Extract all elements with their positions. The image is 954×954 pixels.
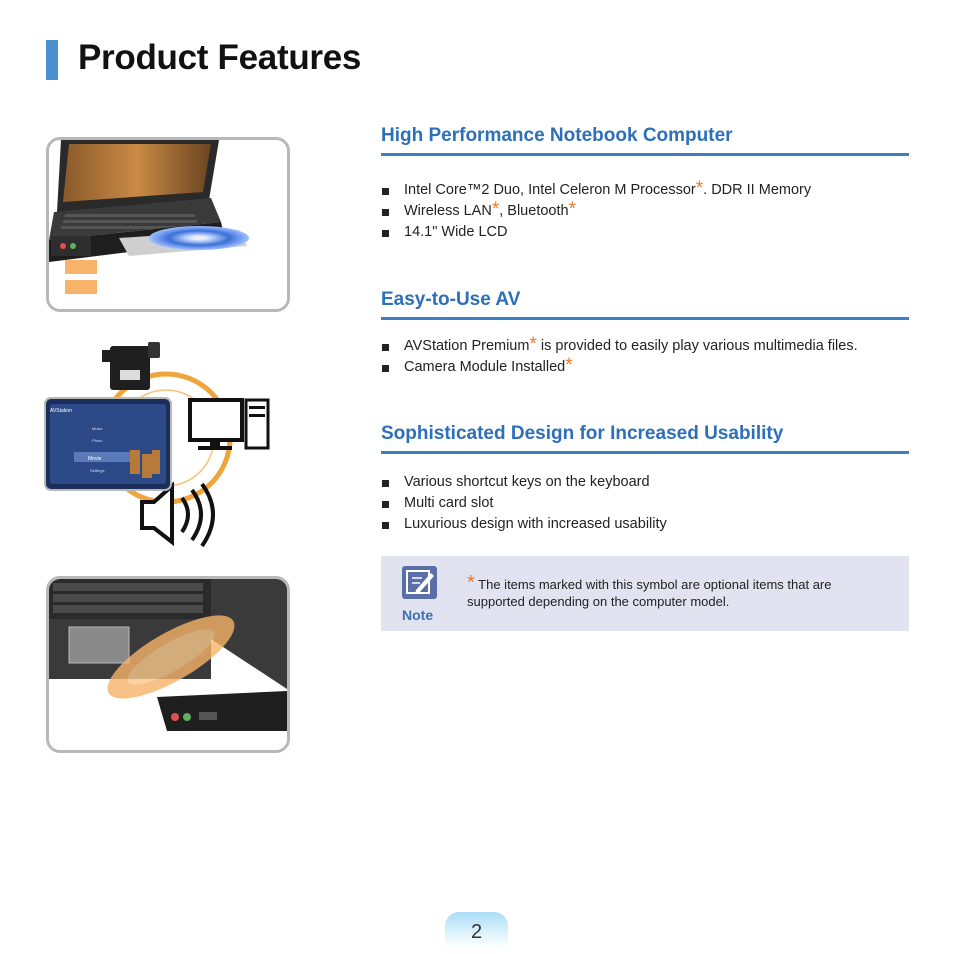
feature-list	[381, 472, 909, 535]
square-bullet-icon	[382, 480, 389, 487]
note-box	[381, 556, 909, 631]
section-title: Easy-to-Use AV	[381, 289, 909, 320]
title-accent-bar	[46, 40, 58, 80]
section-easy-av	[381, 289, 909, 378]
square-bullet-icon	[382, 522, 389, 529]
laptop-drive-image	[46, 137, 290, 312]
square-bullet-icon	[382, 344, 389, 351]
note-text: * The items marked with this symbol are optional items that are supported depending on the computer model.	[467, 572, 832, 609]
list-item: Intel Core™2 Duo, Intel Celeron M Processor*. DDR II Memory	[381, 180, 909, 201]
camcorder-icon	[102, 342, 160, 390]
square-bullet-icon	[382, 188, 389, 195]
note-label: Note	[402, 607, 434, 623]
section-title: High Performance Notebook Computer	[381, 125, 909, 156]
pencil-note-icon	[402, 566, 437, 599]
avstation-menu-movie: Movie	[88, 456, 102, 462]
section-title: Sophisticated Design for Increased Usability	[381, 423, 909, 454]
list-item: Various shortcut keys on the keyboard	[381, 472, 909, 493]
list-item: Camera Module Installed*	[381, 357, 909, 378]
section-sophisticated-design	[381, 423, 909, 535]
avstation-menu-photo: Photo	[92, 438, 103, 443]
list-item: 14.1" Wide LCD	[381, 222, 909, 243]
list-item: AVStation Premium* is provided to easily play various multimedia files.	[381, 336, 909, 357]
square-bullet-icon	[382, 501, 389, 508]
list-item: Multi card slot	[381, 493, 909, 514]
feature-list	[381, 180, 909, 243]
square-bullet-icon	[382, 230, 389, 237]
square-bullet-icon	[382, 209, 389, 216]
list-item: Luxurious design with increased usability	[381, 514, 909, 535]
avstation-menu-settings: Settings	[90, 468, 105, 473]
keyboard-cardslot-image	[46, 576, 290, 753]
square-bullet-icon	[382, 365, 389, 372]
avstation-menu-music: Music	[92, 426, 103, 431]
feature-list	[381, 336, 909, 378]
avstation-brand: AVStation	[50, 408, 72, 414]
avstation-diagram	[44, 338, 294, 550]
page-title: Product Features	[78, 38, 362, 77]
list-item: Wireless LAN*, Bluetooth*	[381, 201, 909, 222]
page-number: 2	[445, 912, 508, 948]
section-high-performance	[381, 125, 909, 243]
